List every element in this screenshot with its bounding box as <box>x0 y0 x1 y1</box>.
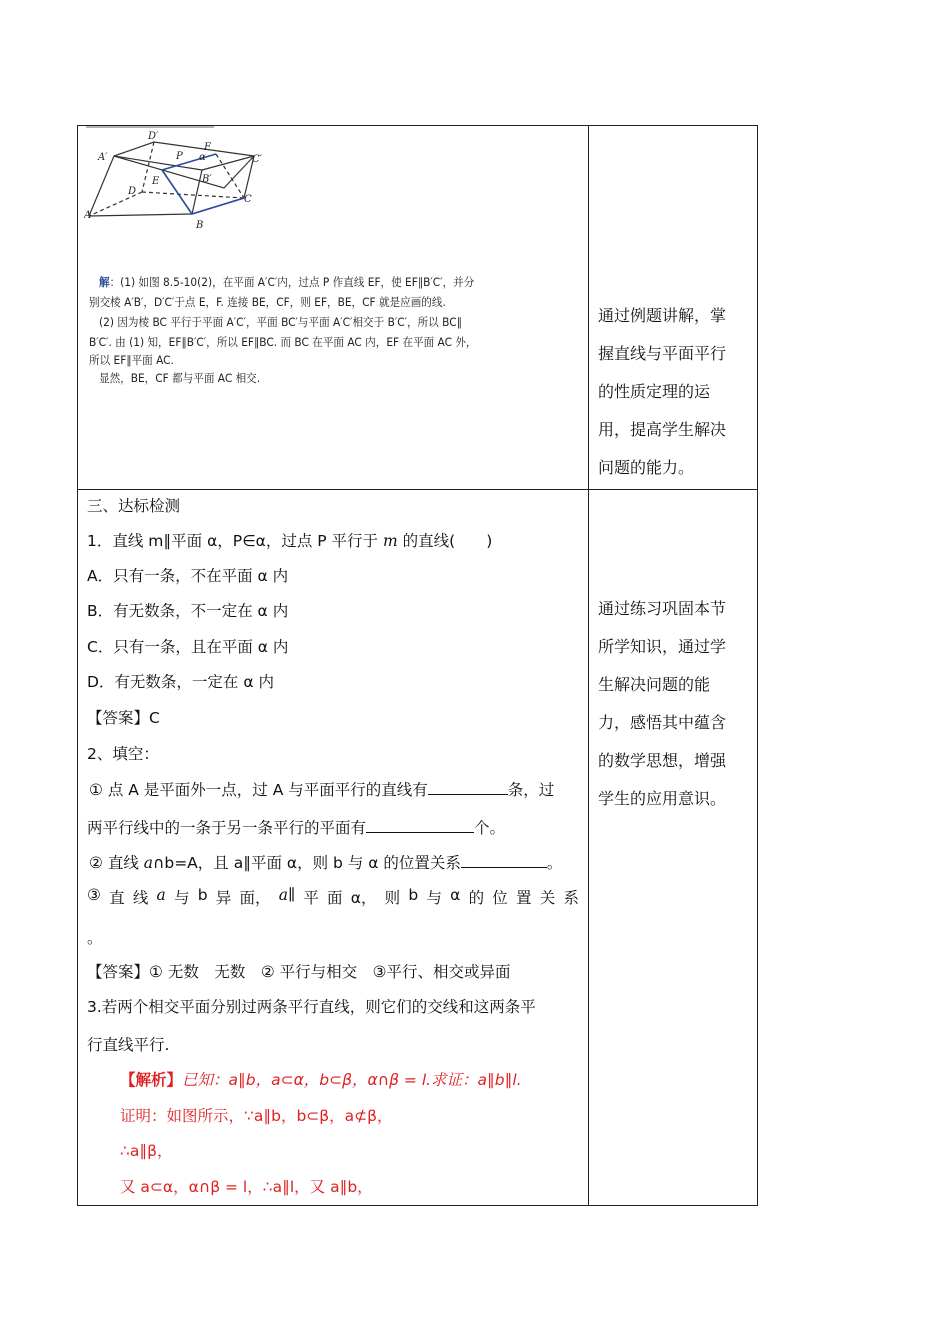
label-alpha: α <box>199 152 206 163</box>
q3-line-2: 行直线平行. <box>87 1036 170 1054</box>
label-P: P <box>176 151 183 162</box>
q1-option-c: C．只有一条，且在平面 α 内 <box>87 638 289 656</box>
q2-item-1b: 两平行线中的一条于另一条平行的平面有 个。 <box>87 819 506 837</box>
column-divider <box>588 125 589 1206</box>
analysis-line-2: 证明：如图所示，∵a∥b，b⊂β，a⊄β， <box>120 1107 393 1125</box>
q2-item-2: ② 直线 a∩b=A，且 a∥平面 α，则 b 与 α 的位置关系 。 <box>89 854 563 872</box>
label-C: C <box>244 194 252 205</box>
label-D-prime: D′ <box>148 131 159 142</box>
analysis-line-4: 又 a⊂α，α∩β = l，∴a∥l，又 a∥b， <box>120 1178 373 1196</box>
analysis-line-3: ∴a∥β， <box>120 1142 173 1160</box>
q3-line-1: 3.若两个相交平面分别过两条平行直线，则它们的交线和这两条平 <box>87 998 536 1016</box>
label-A-prime: A′ <box>98 152 108 163</box>
q1-option-d: D．有无数条，一定在 α 内 <box>87 673 275 691</box>
q2-item-1a: ① 点 A 是平面外一点，过 A 与平面平行的直线有 条，过 <box>89 781 555 799</box>
q1-answer: 【答案】C <box>87 709 160 727</box>
label-B: B <box>196 220 204 231</box>
q1-option-a: A．只有一条，不在平面 α 内 <box>87 567 289 585</box>
solution-line-4: B′C′. 由 (1) 知，EF∥B′C′，所以 EF∥BC. 而 BC 在平面 AC 内，EF 在平面 AC 外， <box>89 335 477 349</box>
label-B-prime: B′ <box>202 174 212 185</box>
label-D: D <box>128 186 137 197</box>
analysis-line-1: 【解析】已知：a∥b，a⊂α，b⊂β，α∩β = l.求证：a∥b∥l. <box>120 1071 522 1089</box>
solution-line-2: 别交棱 A′B′，D′C′于点 E，F. 连接 BE，CF，则 EF，BE，CF 就是应画的线. <box>89 295 446 309</box>
solution-line-5: 所以 EF∥平面 AC. <box>89 353 174 367</box>
q2-item-3-end: 。 <box>87 929 103 947</box>
side-note-practice: 通过练习巩固本节 所学知识，通过学 生解决问题的能 力，感悟其中蕴含 的数学思想，增强 学生的应用意识。 <box>598 599 727 808</box>
q1-option-b: B．有无数条，不一定在 α 内 <box>87 602 289 620</box>
solution-line-1: 解：(1) 如图 8.5-10(2)，在平面 A′C′内，过点 P 作直线 EF，使 EF∥B′C′，并分 <box>99 275 475 289</box>
section-title: 三、达标检测 <box>87 497 181 515</box>
q2-title: 2、填空： <box>87 745 159 763</box>
label-F: F <box>204 142 211 153</box>
q2-answer: 【答案】① 无数 无数 ② 平行与相交 ③平行、相交或异面 <box>87 963 511 981</box>
label-A: A <box>84 210 92 221</box>
row-divider <box>77 489 758 490</box>
label-E: E <box>152 176 160 187</box>
side-note-example: 通过例题讲解，掌 握直线与平面平行 的性质定理的运 用，提高学生解决 问题的能力。 <box>598 306 727 477</box>
solution-line-3: (2) 因为棱 BC 平行于平面 A′C′，平面 BC′与平面 A′C′相交于 B′C′，所以 BC∥ <box>99 315 462 329</box>
q2-item-3: ③ 直 线 a 与 b 异 面， a∥ 平 面 α， 则 b 与 α 的 位 置 关 系 <box>87 886 579 907</box>
solution-line-6: 显然，BE，CF 都与平面 AC 相交. <box>99 371 261 385</box>
label-C-prime: C′ <box>252 154 262 165</box>
prism-figure <box>84 126 264 236</box>
q1-stem: 1．直线 m∥平面 α，P∈α，过点 P 平行于 m 的直线( ) <box>87 532 493 550</box>
